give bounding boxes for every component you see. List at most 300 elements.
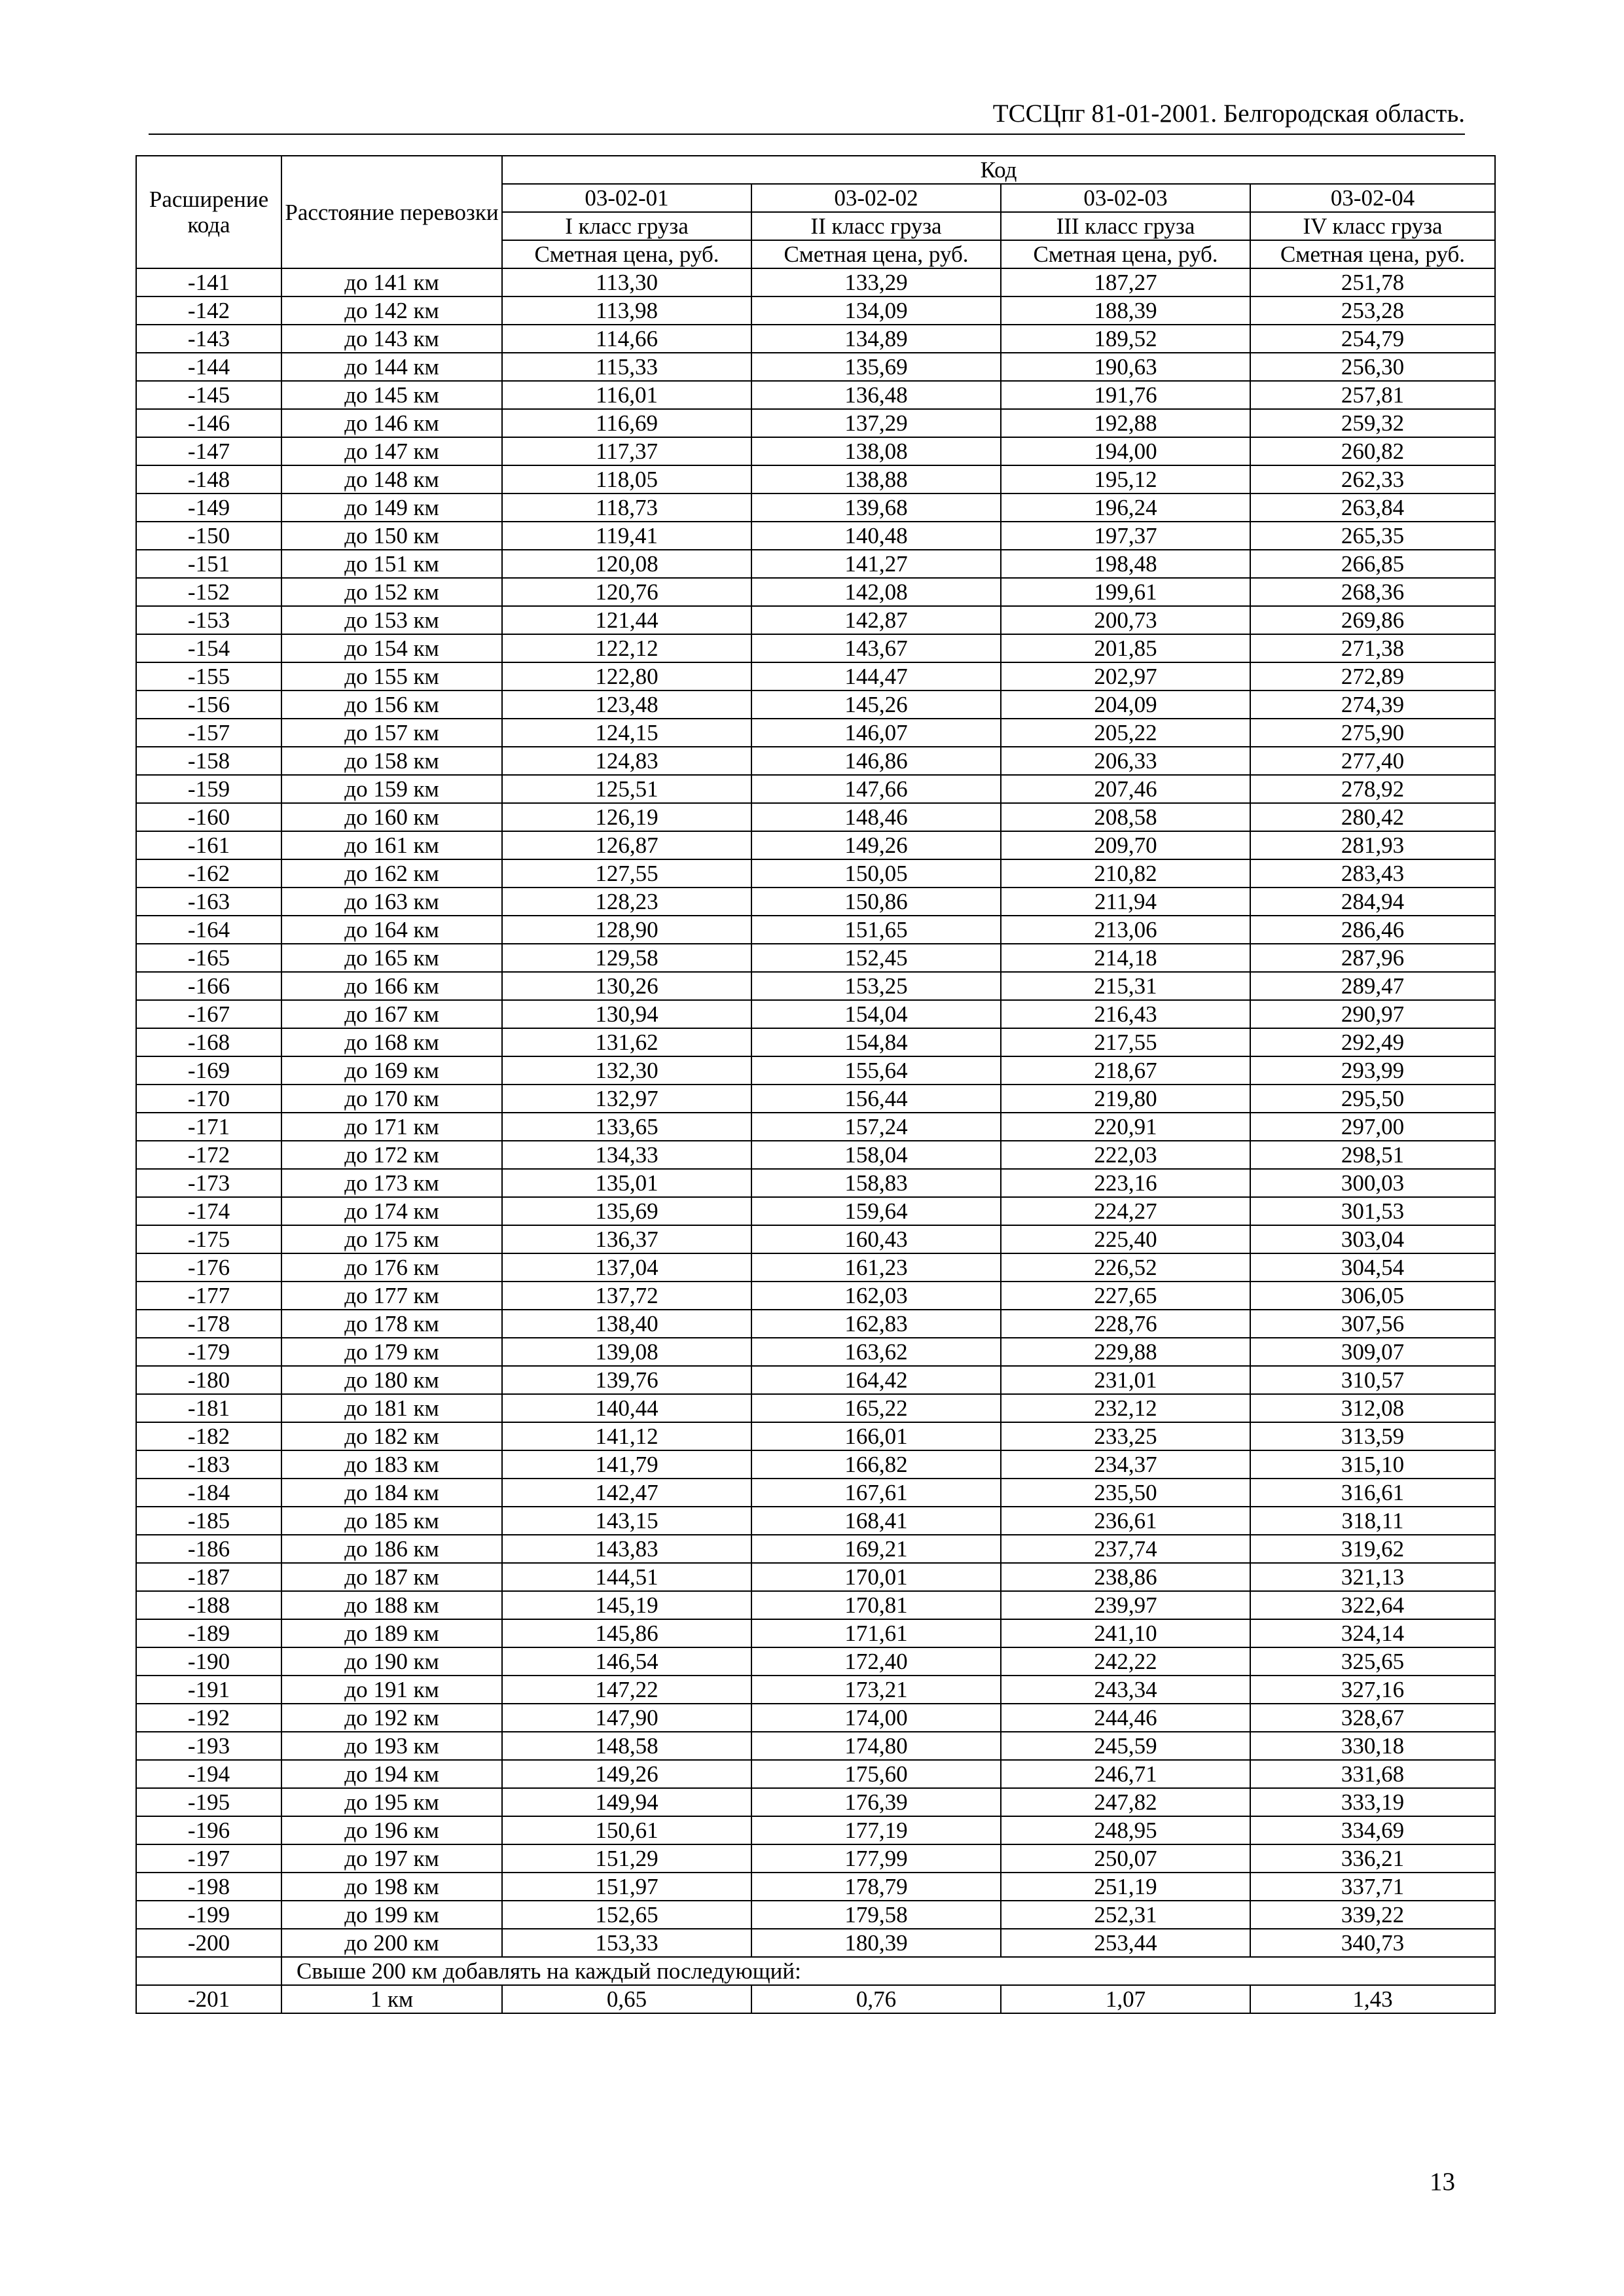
price-cell: 146,86 [751, 747, 1001, 775]
distance-cell: до 164 км [281, 916, 502, 944]
code-cell: -165 [136, 944, 281, 972]
price-cell: 201,85 [1001, 634, 1250, 662]
distance-cell: до 152 км [281, 578, 502, 606]
table-row [136, 1225, 1495, 1253]
price-cell: 155,64 [751, 1056, 1001, 1085]
price-cell: 116,01 [502, 381, 751, 409]
price-table [135, 155, 1496, 2014]
extra-price-cell: 1,43 [1250, 1985, 1495, 2013]
price-cell: 217,55 [1001, 1028, 1250, 1056]
code-cell: -158 [136, 747, 281, 775]
price-cell: 142,87 [751, 606, 1001, 634]
table-row [136, 1056, 1495, 1085]
price-cell: 153,33 [502, 1929, 751, 1957]
table-row [136, 1563, 1495, 1591]
price-cell: 168,41 [751, 1507, 1001, 1535]
table-row [136, 916, 1495, 944]
table-row [136, 859, 1495, 888]
code-cell: -142 [136, 296, 281, 325]
distance-cell: до 191 км [281, 1676, 502, 1704]
code-cell: -174 [136, 1197, 281, 1225]
code-cell: -147 [136, 437, 281, 465]
price-cell: 149,26 [502, 1760, 751, 1788]
table-row [136, 1619, 1495, 1647]
price-cell: 180,39 [751, 1929, 1001, 1957]
price-cell: 312,08 [1250, 1394, 1495, 1422]
distance-cell: до 163 км [281, 888, 502, 916]
price-cell: 141,79 [502, 1450, 751, 1479]
price-cell: 215,31 [1001, 972, 1250, 1000]
col-header-extension: Расширение кода [136, 156, 281, 268]
table-row [136, 1394, 1495, 1422]
price-cell: 247,82 [1001, 1788, 1250, 1816]
price-cell: 262,33 [1250, 465, 1495, 493]
code-cell: -164 [136, 916, 281, 944]
code-cell: -190 [136, 1647, 281, 1676]
price-cell: 229,88 [1001, 1338, 1250, 1366]
price-cell: 257,81 [1250, 381, 1495, 409]
table-row-extra [136, 1985, 1495, 2013]
price-cell: 150,61 [502, 1816, 751, 1844]
price-cell: 120,76 [502, 578, 751, 606]
price-cell: 145,19 [502, 1591, 751, 1619]
table-row [136, 944, 1495, 972]
price-cell: 137,29 [751, 409, 1001, 437]
price-cell: 195,12 [1001, 465, 1250, 493]
table-row [136, 747, 1495, 775]
price-cell: 123,48 [502, 691, 751, 719]
price-cell: 281,93 [1250, 831, 1495, 859]
code-cell: -166 [136, 972, 281, 1000]
code-cell: -159 [136, 775, 281, 803]
price-cell: 293,99 [1250, 1056, 1495, 1085]
price-cell: 190,63 [1001, 353, 1250, 381]
price-cell: 304,54 [1250, 1253, 1495, 1282]
code-group-header: Код [502, 156, 1495, 184]
table-row [136, 1197, 1495, 1225]
price-cell: 130,26 [502, 972, 751, 1000]
extra-price-cell: 1,07 [1001, 1985, 1250, 2013]
price-cell: 236,61 [1001, 1507, 1250, 1535]
price-cell: 151,65 [751, 916, 1001, 944]
table-row [136, 972, 1495, 1000]
price-cell: 274,39 [1250, 691, 1495, 719]
distance-cell: до 154 км [281, 634, 502, 662]
distance-cell: до 178 км [281, 1310, 502, 1338]
code-cell: -185 [136, 1507, 281, 1535]
price-cell: 170,81 [751, 1591, 1001, 1619]
code-cell: -149 [136, 493, 281, 522]
table-row [136, 409, 1495, 437]
price-cell: 286,46 [1250, 916, 1495, 944]
distance-cell: до 141 км [281, 268, 502, 296]
distance-cell: до 171 км [281, 1113, 502, 1141]
code-cell: -187 [136, 1563, 281, 1591]
price-cell: 263,84 [1250, 493, 1495, 522]
price-cell: 148,58 [502, 1732, 751, 1760]
price-cell: 131,62 [502, 1028, 751, 1056]
code-cell: -168 [136, 1028, 281, 1056]
distance-cell: до 187 км [281, 1563, 502, 1591]
distance-cell: до 181 км [281, 1394, 502, 1422]
price-cell: 169,21 [751, 1535, 1001, 1563]
price-cell: 246,71 [1001, 1760, 1250, 1788]
cargo-class-header: I класс груза [502, 212, 751, 240]
price-cell: 142,08 [751, 578, 1001, 606]
code-cell: -173 [136, 1169, 281, 1197]
price-cell: 135,69 [502, 1197, 751, 1225]
distance-cell: до 151 км [281, 550, 502, 578]
code-cell: -150 [136, 522, 281, 550]
cargo-class-header: II класс груза [751, 212, 1001, 240]
distance-cell: до 146 км [281, 409, 502, 437]
price-cell: 147,66 [751, 775, 1001, 803]
document-header-title: ТССЦпг 81-01-2001. Белгородская область. [992, 99, 1465, 128]
distance-cell: до 195 км [281, 1788, 502, 1816]
price-cell: 140,48 [751, 522, 1001, 550]
price-cell: 330,18 [1250, 1732, 1495, 1760]
table-row [136, 1085, 1495, 1113]
distance-cell: до 162 км [281, 859, 502, 888]
code-cell: -179 [136, 1338, 281, 1366]
price-cell: 122,80 [502, 662, 751, 691]
price-cell: 253,28 [1250, 296, 1495, 325]
code-header: 03-02-01 [502, 184, 751, 212]
code-cell: -141 [136, 268, 281, 296]
table-row [136, 775, 1495, 803]
price-cell: 135,01 [502, 1169, 751, 1197]
price-cell: 178,79 [751, 1873, 1001, 1901]
price-cell: 138,88 [751, 465, 1001, 493]
distance-cell: до 148 км [281, 465, 502, 493]
extra-distance-cell: 1 км [281, 1985, 502, 2013]
col-header-distance: Расстояние перевозки [281, 156, 502, 268]
table-body [136, 268, 1495, 1957]
code-cell: -171 [136, 1113, 281, 1141]
table-row [136, 1507, 1495, 1535]
table-row [136, 1253, 1495, 1282]
price-cell: 298,51 [1250, 1141, 1495, 1169]
price-cell: 251,78 [1250, 268, 1495, 296]
price-cell: 117,37 [502, 437, 751, 465]
price-cell: 278,92 [1250, 775, 1495, 803]
price-cell: 223,16 [1001, 1169, 1250, 1197]
price-cell: 226,52 [1001, 1253, 1250, 1282]
code-cell: -151 [136, 550, 281, 578]
price-cell: 283,43 [1250, 859, 1495, 888]
table-row [136, 831, 1495, 859]
price-cell: 292,49 [1250, 1028, 1495, 1056]
table-row [136, 1788, 1495, 1816]
table-row [136, 1310, 1495, 1338]
distance-cell: до 190 км [281, 1647, 502, 1676]
code-cell: -182 [136, 1422, 281, 1450]
price-cell: 132,30 [502, 1056, 751, 1085]
code-cell: -176 [136, 1253, 281, 1282]
price-cell: 153,25 [751, 972, 1001, 1000]
price-cell: 339,22 [1250, 1901, 1495, 1929]
price-cell: 152,45 [751, 944, 1001, 972]
table-row [136, 1141, 1495, 1169]
table-row [136, 1338, 1495, 1366]
code-cell: -199 [136, 1901, 281, 1929]
price-cell: 118,05 [502, 465, 751, 493]
cargo-class-header: III класс груза [1001, 212, 1250, 240]
price-cell: 172,40 [751, 1647, 1001, 1676]
price-cell: 120,08 [502, 550, 751, 578]
price-cell: 139,08 [502, 1338, 751, 1366]
extra-price-cell: 0,65 [502, 1985, 751, 2013]
price-cell: 194,00 [1001, 437, 1250, 465]
price-cell: 269,86 [1250, 606, 1495, 634]
code-cell: -160 [136, 803, 281, 831]
price-cell: 306,05 [1250, 1282, 1495, 1310]
price-cell: 139,68 [751, 493, 1001, 522]
price-cell: 277,40 [1250, 747, 1495, 775]
price-cell: 208,58 [1001, 803, 1250, 831]
code-cell: -183 [136, 1450, 281, 1479]
price-cell: 122,12 [502, 634, 751, 662]
price-cell: 146,07 [751, 719, 1001, 747]
price-cell: 266,85 [1250, 550, 1495, 578]
distance-cell: до 166 км [281, 972, 502, 1000]
price-cell: 202,97 [1001, 662, 1250, 691]
price-cell: 132,97 [502, 1085, 751, 1113]
price-cell: 154,84 [751, 1028, 1001, 1056]
distance-cell: до 192 км [281, 1704, 502, 1732]
price-cell: 162,03 [751, 1282, 1001, 1310]
price-cell: 114,66 [502, 325, 751, 353]
table-row [136, 437, 1495, 465]
distance-cell: до 176 км [281, 1253, 502, 1282]
price-cell: 164,42 [751, 1366, 1001, 1394]
price-cell: 165,22 [751, 1394, 1001, 1422]
code-cell: -186 [136, 1535, 281, 1563]
price-cell: 136,37 [502, 1225, 751, 1253]
price-cell: 327,16 [1250, 1676, 1495, 1704]
price-cell: 239,97 [1001, 1591, 1250, 1619]
table-row [136, 606, 1495, 634]
price-cell: 197,37 [1001, 522, 1250, 550]
code-cell: -155 [136, 662, 281, 691]
price-cell: 272,89 [1250, 662, 1495, 691]
price-cell: 160,43 [751, 1225, 1001, 1253]
price-cell: 251,19 [1001, 1873, 1250, 1901]
price-cell: 206,33 [1001, 747, 1250, 775]
price-cell: 113,98 [502, 296, 751, 325]
price-cell: 167,61 [751, 1479, 1001, 1507]
table-row [136, 1169, 1495, 1197]
price-cell: 177,99 [751, 1844, 1001, 1873]
price-cell: 134,09 [751, 296, 1001, 325]
code-cell: -194 [136, 1760, 281, 1788]
price-cell: 174,80 [751, 1732, 1001, 1760]
price-cell: 135,69 [751, 353, 1001, 381]
distance-cell: до 153 км [281, 606, 502, 634]
price-cell: 336,21 [1250, 1844, 1495, 1873]
code-cell: -148 [136, 465, 281, 493]
table-row [136, 1113, 1495, 1141]
price-cell: 136,48 [751, 381, 1001, 409]
table-row [136, 1732, 1495, 1760]
distance-cell: до 177 км [281, 1282, 502, 1310]
table-row [136, 634, 1495, 662]
price-cell: 328,67 [1250, 1704, 1495, 1732]
distance-cell: до 150 км [281, 522, 502, 550]
price-label-header: Сметная цена, руб. [1001, 240, 1250, 268]
price-cell: 150,05 [751, 859, 1001, 888]
distance-cell: до 180 км [281, 1366, 502, 1394]
price-cell: 141,12 [502, 1422, 751, 1450]
price-cell: 143,67 [751, 634, 1001, 662]
price-cell: 133,29 [751, 268, 1001, 296]
price-cell: 334,69 [1250, 1816, 1495, 1844]
price-cell: 218,67 [1001, 1056, 1250, 1085]
price-cell: 333,19 [1250, 1788, 1495, 1816]
price-cell: 151,97 [502, 1873, 751, 1901]
table-row [136, 803, 1495, 831]
code-cell: -197 [136, 1844, 281, 1873]
distance-cell: до 185 км [281, 1507, 502, 1535]
note-row [136, 1957, 1495, 1985]
price-cell: 259,32 [1250, 409, 1495, 437]
price-cell: 116,69 [502, 409, 751, 437]
price-cell: 243,34 [1001, 1676, 1250, 1704]
price-cell: 191,76 [1001, 381, 1250, 409]
table-row [136, 493, 1495, 522]
distance-cell: до 194 км [281, 1760, 502, 1788]
table-row [136, 325, 1495, 353]
code-cell: -192 [136, 1704, 281, 1732]
table-row [136, 719, 1495, 747]
note-empty-cell [136, 1957, 281, 1985]
price-cell: 124,15 [502, 719, 751, 747]
code-header: 03-02-02 [751, 184, 1001, 212]
table-row [136, 1028, 1495, 1056]
price-cell: 170,01 [751, 1563, 1001, 1591]
code-cell: -163 [136, 888, 281, 916]
price-cell: 157,24 [751, 1113, 1001, 1141]
distance-cell: до 200 км [281, 1929, 502, 1957]
code-cell: -195 [136, 1788, 281, 1816]
code-cell: -145 [136, 381, 281, 409]
price-cell: 225,40 [1001, 1225, 1250, 1253]
table-row [136, 1000, 1495, 1028]
price-cell: 139,76 [502, 1366, 751, 1394]
price-cell: 126,87 [502, 831, 751, 859]
price-cell: 179,58 [751, 1901, 1001, 1929]
distance-cell: до 173 км [281, 1169, 502, 1197]
price-cell: 220,91 [1001, 1113, 1250, 1141]
distance-cell: до 188 км [281, 1591, 502, 1619]
price-cell: 159,64 [751, 1197, 1001, 1225]
price-cell: 297,00 [1250, 1113, 1495, 1141]
price-cell: 142,47 [502, 1479, 751, 1507]
distance-cell: до 199 км [281, 1901, 502, 1929]
extra-code-cell: -201 [136, 1985, 281, 2013]
price-cell: 129,58 [502, 944, 751, 972]
price-cell: 232,12 [1001, 1394, 1250, 1422]
code-cell: -181 [136, 1394, 281, 1422]
table-row [136, 1422, 1495, 1450]
price-cell: 316,61 [1250, 1479, 1495, 1507]
page-number: 13 [1430, 2168, 1455, 2196]
table-row [136, 1873, 1495, 1901]
distance-cell: до 189 км [281, 1619, 502, 1647]
distance-cell: до 161 км [281, 831, 502, 859]
distance-cell: до 142 км [281, 296, 502, 325]
price-cell: 256,30 [1250, 353, 1495, 381]
price-cell: 134,33 [502, 1141, 751, 1169]
price-cell: 204,09 [1001, 691, 1250, 719]
price-cell: 303,04 [1250, 1225, 1495, 1253]
code-cell: -153 [136, 606, 281, 634]
code-cell: -143 [136, 325, 281, 353]
header-rule [149, 134, 1465, 135]
price-cell: 144,47 [751, 662, 1001, 691]
price-label-header: Сметная цена, руб. [1250, 240, 1495, 268]
code-cell: -198 [136, 1873, 281, 1901]
table-row [136, 1704, 1495, 1732]
price-cell: 253,44 [1001, 1929, 1250, 1957]
price-cell: 118,73 [502, 493, 751, 522]
price-cell: 126,19 [502, 803, 751, 831]
price-cell: 227,65 [1001, 1282, 1250, 1310]
distance-cell: до 174 км [281, 1197, 502, 1225]
price-cell: 137,04 [502, 1253, 751, 1282]
price-cell: 161,23 [751, 1253, 1001, 1282]
price-cell: 228,76 [1001, 1310, 1250, 1338]
price-cell: 300,03 [1250, 1169, 1495, 1197]
price-cell: 128,90 [502, 916, 751, 944]
distance-cell: до 160 км [281, 803, 502, 831]
distance-cell: до 147 км [281, 437, 502, 465]
code-cell: -200 [136, 1929, 281, 1957]
code-cell: -178 [136, 1310, 281, 1338]
price-cell: 260,82 [1250, 437, 1495, 465]
distance-cell: до 167 км [281, 1000, 502, 1028]
price-cell: 154,04 [751, 1000, 1001, 1028]
price-cell: 290,97 [1250, 1000, 1495, 1028]
price-cell: 244,46 [1001, 1704, 1250, 1732]
price-cell: 149,26 [751, 831, 1001, 859]
table-row [136, 691, 1495, 719]
price-cell: 156,44 [751, 1085, 1001, 1113]
price-cell: 265,35 [1250, 522, 1495, 550]
price-cell: 133,65 [502, 1113, 751, 1141]
code-cell: -156 [136, 691, 281, 719]
price-cell: 198,48 [1001, 550, 1250, 578]
price-cell: 134,89 [751, 325, 1001, 353]
code-cell: -157 [136, 719, 281, 747]
table-row [136, 465, 1495, 493]
table-row [136, 1647, 1495, 1676]
distance-cell: до 145 км [281, 381, 502, 409]
price-cell: 322,64 [1250, 1591, 1495, 1619]
code-cell: -193 [136, 1732, 281, 1760]
price-cell: 337,71 [1250, 1873, 1495, 1901]
price-cell: 124,83 [502, 747, 751, 775]
code-cell: -161 [136, 831, 281, 859]
table-row [136, 381, 1495, 409]
price-cell: 138,08 [751, 437, 1001, 465]
table-row [136, 1282, 1495, 1310]
price-cell: 313,59 [1250, 1422, 1495, 1450]
price-cell: 319,62 [1250, 1535, 1495, 1563]
code-cell: -189 [136, 1619, 281, 1647]
code-cell: -177 [136, 1282, 281, 1310]
distance-cell: до 149 км [281, 493, 502, 522]
